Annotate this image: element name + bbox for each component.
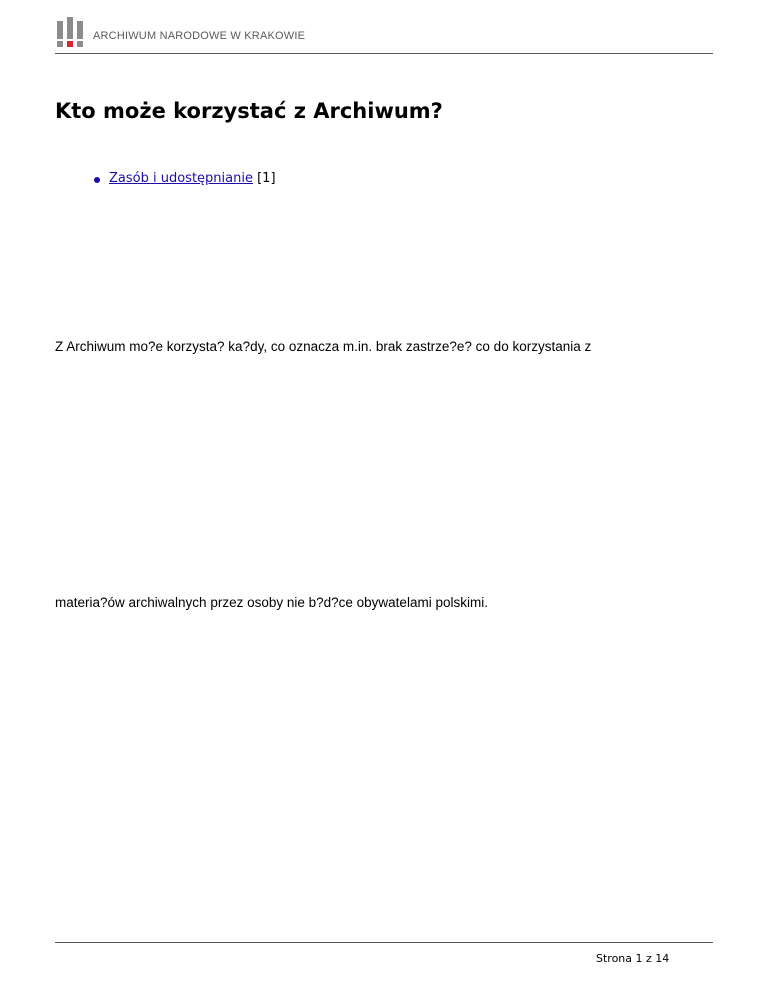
page-header [55, 17, 713, 54]
list-item [92, 171, 276, 186]
footer-divider [55, 942, 713, 943]
archive-logo-icon [57, 17, 83, 48]
link-list [92, 171, 276, 186]
bullet-icon [94, 177, 100, 183]
link-reference: [1] [257, 171, 276, 186]
resource-link[interactable]: Zasób i udostępnianie [109, 171, 253, 186]
header-title: ARCHIWUM NARODOWE W KRAKOWIE [93, 30, 306, 42]
page-title: Kto może korzystać z Archiwum? [55, 99, 443, 123]
paragraph-line-1: Z Archiwum mo?e korzysta? ka?dy, co oznacza m.in. brak zastrze?e? co do korzystania z [55, 339, 592, 354]
paragraph-line-2: materia?ów archiwalnych przez osoby nie b?d?ce obywatelami polskimi. [55, 595, 488, 610]
page-number: Strona 1 z 14 [596, 952, 670, 965]
